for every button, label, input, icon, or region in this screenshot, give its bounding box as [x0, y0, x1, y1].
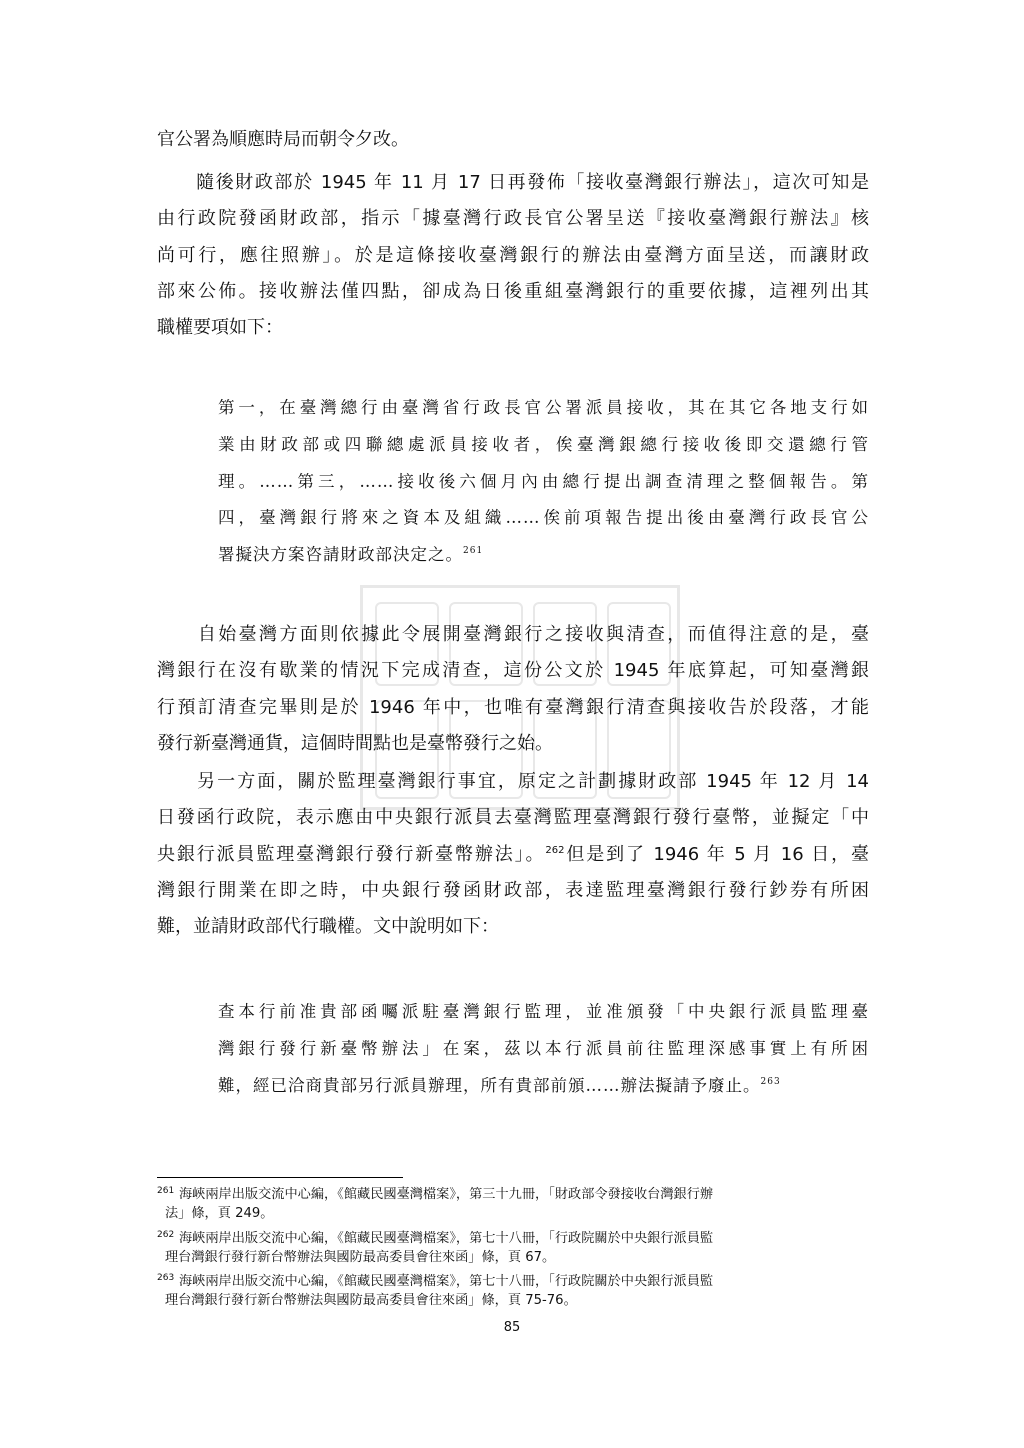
text-line: 行預訂清查完畢則是於 1946 年中，也唯有臺灣銀行清查與接收告於段落，才能 — [157, 696, 869, 718]
text-line: 職權要項如下： — [157, 317, 283, 339]
paragraph-3 — [157, 764, 869, 945]
text-line: 難，並請財政部代行職權。文中說明如下： — [157, 916, 499, 938]
footnote-text: 海峽兩岸出版交流中心編，《館藏民國臺灣檔案》，第七十八冊，「行政院關於中央銀行派員監 — [179, 1274, 714, 1289]
quote-line — [218, 537, 869, 574]
text-line — [157, 837, 869, 873]
quote-text: 難，經已洽商貴部另行派員辦理，所有貴部前頒……辦法擬請予廢止。 — [218, 1075, 761, 1095]
quote-text: 署擬決方案咨請財政部決定之。 — [218, 545, 463, 565]
paragraph-1 — [157, 165, 869, 346]
page-number: 85 — [503, 1320, 521, 1335]
text-line: 尚可行，應往照辦」。於是這條接收臺灣銀行的辦法由臺灣方面呈送，而讓財政 — [157, 244, 869, 266]
quote-line: 四，臺灣銀行將來之資本及組織……俟前項報告提出後由臺灣行政長官公 — [218, 508, 869, 528]
paragraph-intro — [157, 122, 869, 158]
footnote-text: 海峽兩岸出版交流中心編，《館藏民國臺灣檔案》，第三十九冊，「財政部令發接收台灣銀行辦 — [179, 1187, 714, 1202]
quote-line: 第一，在臺灣總行由臺灣省行政長官公署派員接收，其在其它各地支行如 — [218, 398, 869, 417]
quote-line — [218, 1068, 869, 1105]
footnote-separator — [157, 1177, 403, 1178]
footnote-text: 理台灣銀行發行新台幣辦法與國防最高委員會往來函」條，頁 75-76。 — [165, 1292, 577, 1308]
footnote-263: $^{263}$ 海峽兩岸出版交流中心編，《館藏民國臺灣檔案》，第七十八冊，「行政院關於中央銀行派員監 理台灣銀行發行新台幣辦法與國防最高委員會往來函」條，頁 75-76。 — [157, 1273, 869, 1310]
block-quote-1 — [218, 390, 869, 574]
footnote-text: 海峽兩岸出版交流中心編，《館藏民國臺灣檔案》，第七十八冊，「行政院關於中央銀行派員監 — [179, 1231, 714, 1246]
text-line: 部來公佈。接收辦法僅四點，卻成為日後重組臺灣銀行的重要依據，這裡列出其 — [157, 280, 869, 302]
footnote-text: 法」條，頁 249。 — [165, 1205, 274, 1221]
quote-line: 灣銀行發行新臺幣辦法」在案，茲以本行派員前往監理深感事實上有所困 — [218, 1038, 869, 1058]
block-quote-2 — [218, 994, 869, 1104]
quote-line: 業由財政部或四聯總處派員接收者，俟臺灣銀總行接收後即交還總行管 — [218, 434, 869, 454]
text-line: 灣銀行開業在即之時，中央銀行發函財政部，表達監理臺灣銀行發行鈔券有所困 — [157, 879, 869, 901]
text-line: 由行政院發函財政部，指示「據臺灣行政長官公署呈送『接收臺灣銀行辦法』核 — [157, 208, 869, 230]
text-line: 自始臺灣方面則依據此令展開臺灣銀行之接收與清查，而值得注意的是，臺 — [157, 624, 869, 645]
footnote-ref-262[interactable]: 262 — [545, 844, 565, 856]
quote-line: 查本行前准貴部函囑派駐臺灣銀行監理，並准頒發「中央銀行派員監理臺 — [218, 1002, 869, 1021]
footnote-text: 理台灣銀行發行新台幣辦法與國防最高委員會往來函」條，頁 67。 — [165, 1249, 556, 1265]
text-segment: 央銀行派員監理臺灣銀行發行新臺幣辦法」。 — [157, 843, 546, 865]
footnote-262: $^{262}$ 海峽兩岸出版交流中心編，《館藏民國臺灣檔案》，第七十八冊，「行政院關於中央銀行派員監 理台灣銀行發行新台幣辦法與國防最高委員會往來函」條，頁 67。 — [157, 1230, 869, 1267]
quote-line: 理。……第三，……接收後六個月內由總行提出調查清理之整個報告。第 — [218, 471, 869, 491]
text-line: 隨後財政部於 1945 年 11 月 17 日再發佈「接收臺灣銀行辦法」，這次可知是 — [157, 172, 869, 193]
text-line: 官公署為順應時局而朝令夕改。 — [157, 129, 409, 150]
paragraph-2 — [157, 617, 869, 762]
footnote-ref-261[interactable]: 261 — [463, 546, 484, 557]
footnote-261: $^{261}$ 海峽兩岸出版交流中心編，《館藏民國臺灣檔案》，第三十九冊，「財政部令發接收台灣銀行辦 法」條，頁 249。 — [157, 1186, 869, 1223]
footnote-ref-263[interactable]: 263 — [760, 1076, 781, 1087]
text-line: 另一方面，關於監理臺灣銀行事宜，原定之計劃據財政部 1945 年 12 月 14 — [157, 771, 869, 792]
text-line: 日發函行政院，表示應由中央銀行派員去臺灣監理臺灣銀行發行臺幣，並擬定「中 — [157, 807, 869, 829]
text-line: 灣銀行在沒有歇業的情況下完成清查，這份公文於 1945 年底算起，可知臺灣銀 — [157, 660, 869, 682]
text-line: 發行新臺灣通貨，這個時間點也是臺幣發行之始。 — [157, 732, 553, 754]
text-segment: 但是到了 1946 年 5 月 16 日，臺 — [564, 843, 869, 865]
